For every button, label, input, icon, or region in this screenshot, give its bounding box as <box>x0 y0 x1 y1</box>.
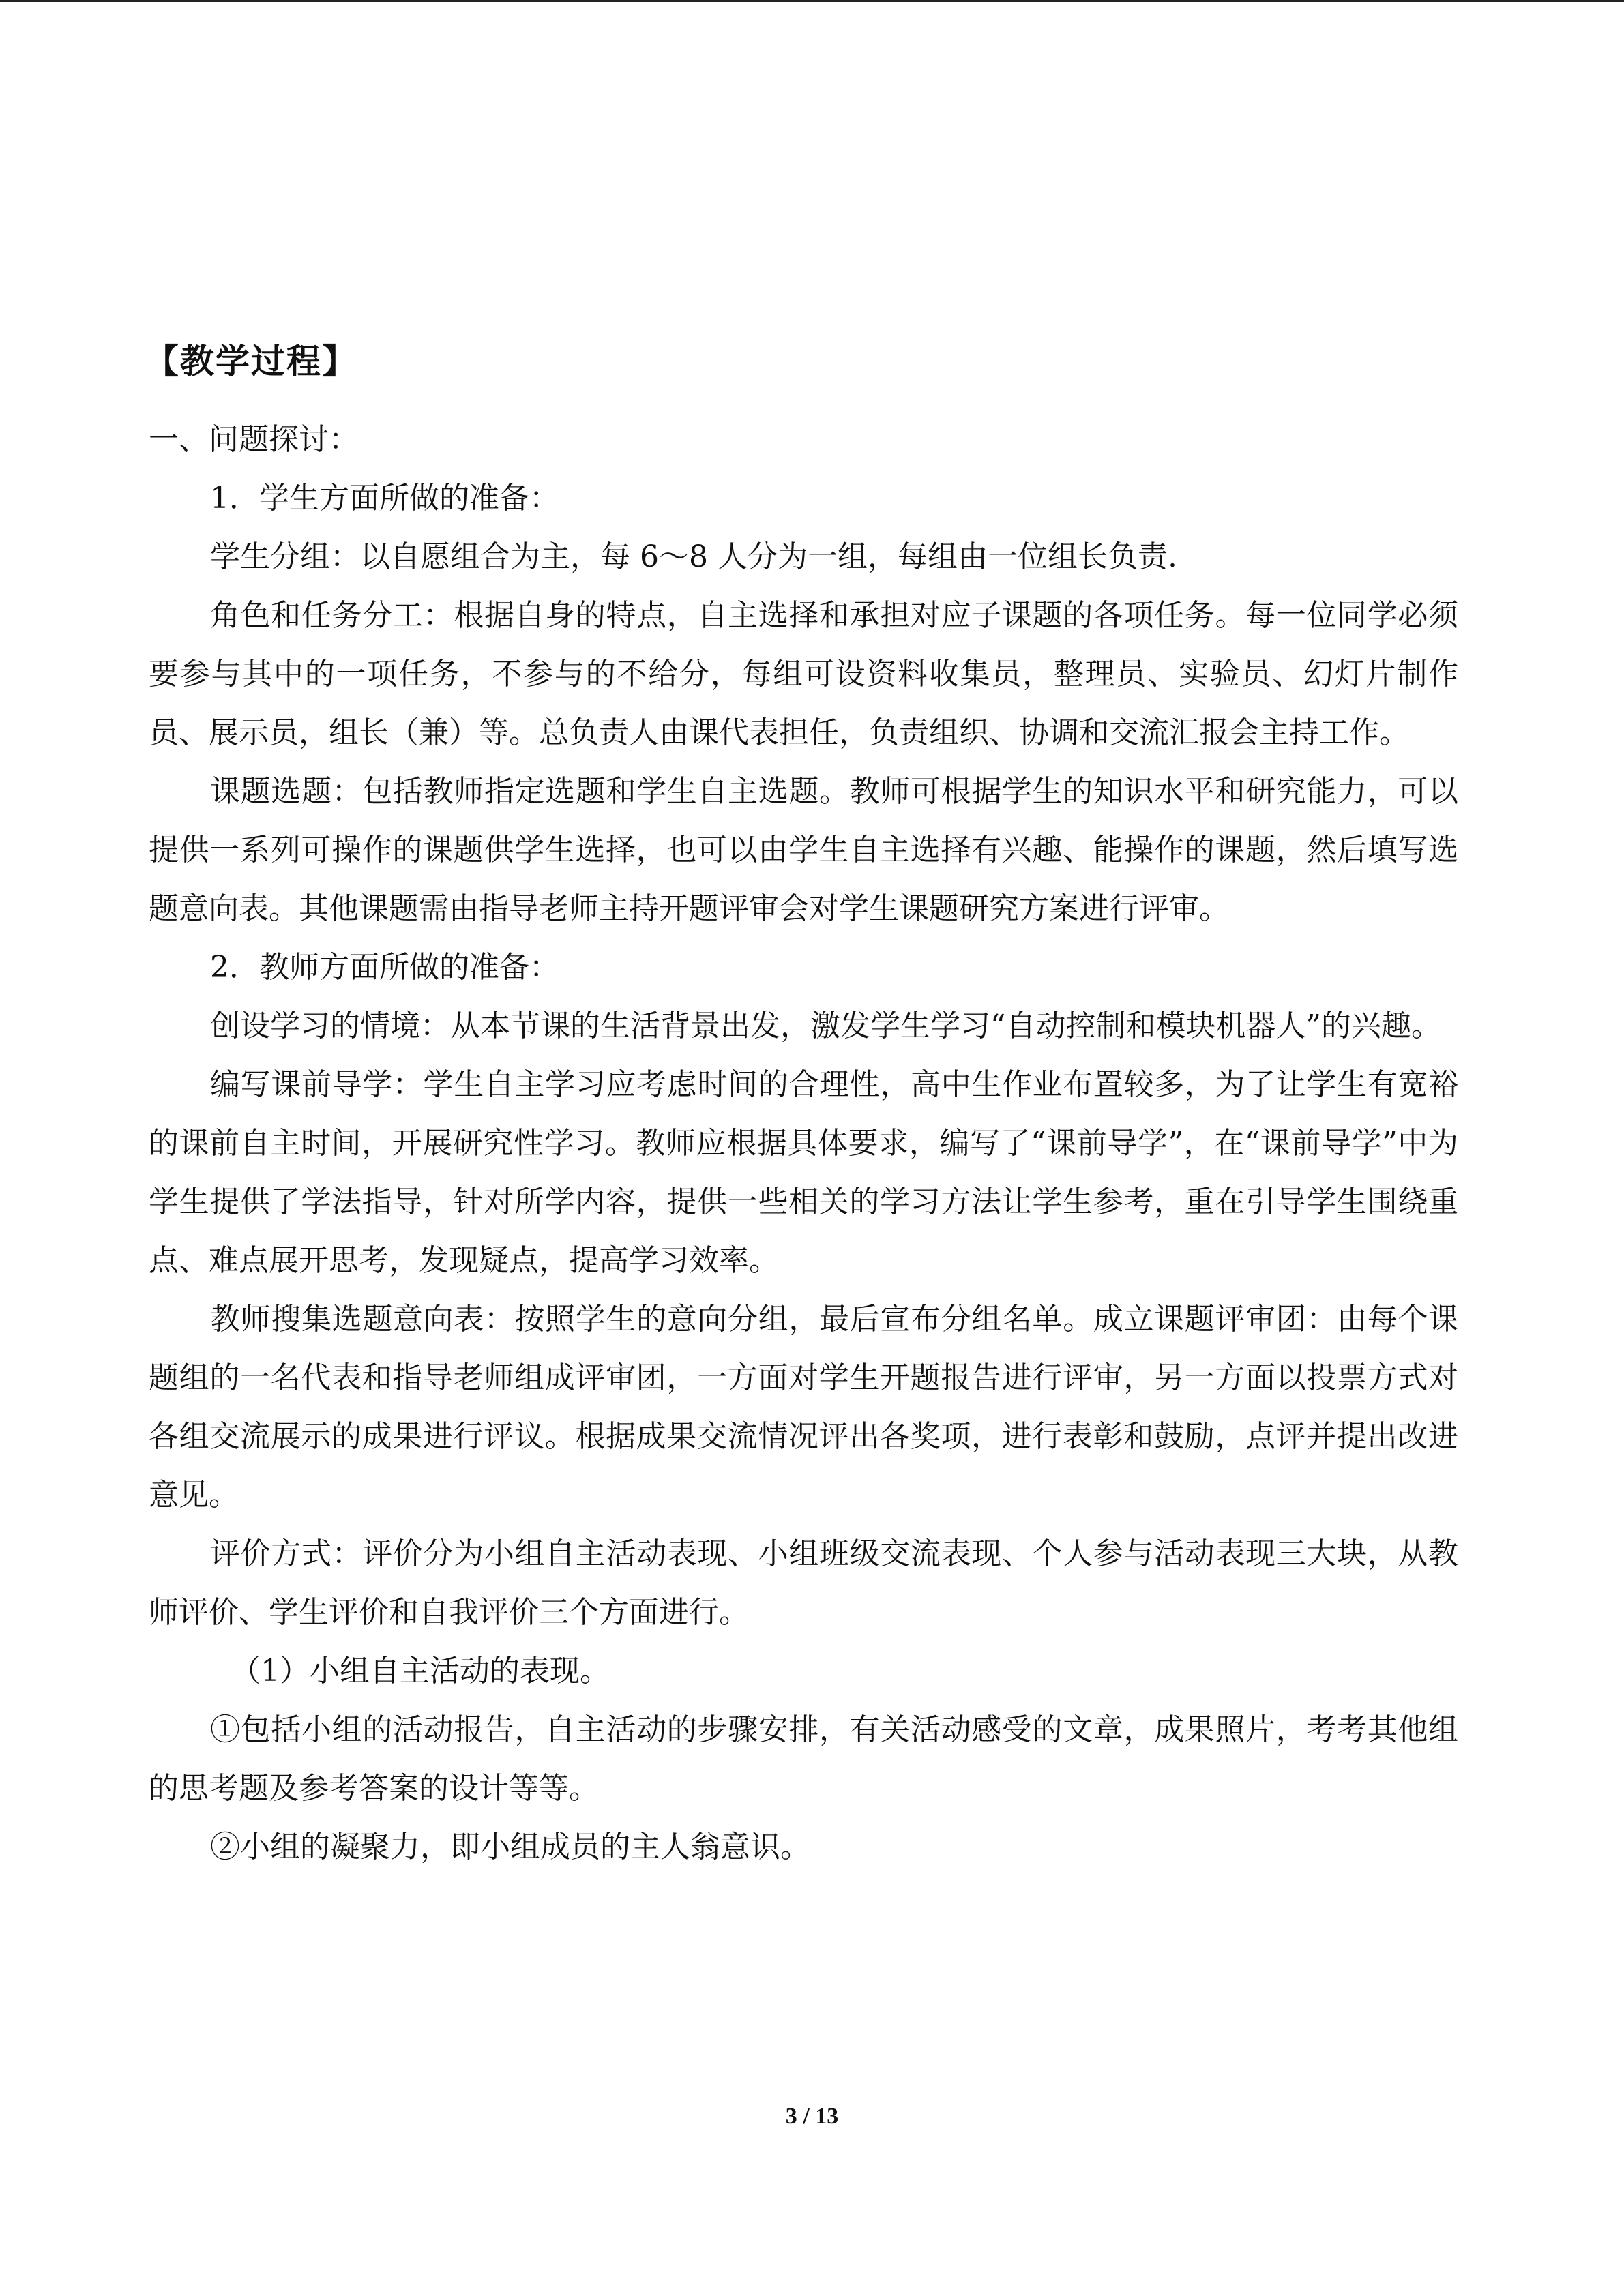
paragraph-problem-discussion: 一、问题探讨： <box>149 422 359 457</box>
paragraph-learning-context: 创设学习的情境：从本节课的生活背景出发，激发学生学习“自动控制和模块机器人”的兴趣。 <box>210 1009 1441 1043</box>
paragraph-topic-intention-form: 教师搜集选题意向表：按照学生的意向分组，最后宣布分组名单。成立课题评审团：由每个课题组的一名代表和指导老师组成评审团，一方面对学生开题报告进行评审，另一方面以投票方式对各组交流展示的成果进行评议。根据成果交流情况评出各奖项，进行表彰和鼓励，点评并提出改进意见。 <box>149 1302 1458 1512</box>
paragraph-teacher-prep-heading: 2．教师方面所做的准备： <box>210 950 559 985</box>
paragraph-topic-selection: 课题选题：包括教师指定选题和学生自主选题。教师可根据学生的知识水平和研究能力，可以提供一系列可操作的课题供学生选择，也可以由学生自主选择有兴趣、能操作的课题，然后填写选题意向表。其他课题需由指导老师主持开题评审会对学生课题研究方案进行评审。 <box>149 774 1458 926</box>
paragraph-student-grouping: 学生分组：以自愿组合为主，每 6～8 人分为一组，每组由一位组长负责. <box>210 539 1177 574</box>
paragraph-pre-class-guide: 编写课前导学：学生自主学习应考虑时间的合理性，高中生作业布置较多，为了让学生有宽裕的课前自主时间，开展研究性学习。教师应根据具体要求，编写了“课前导学”，在“课前导学”中为学生提供了学法指导，针对所学内容，提供一些相关的学习方法让学生参考，重在引导学生围绕重点、难点展开思考，发现疑点，提高学习效率。 <box>149 1067 1458 1278</box>
document-body <box>145 334 1458 1877</box>
top-border-line <box>0 0 1624 2</box>
paragraph-student-prep-heading: 1．学生方面所做的准备： <box>210 481 559 516</box>
paragraph-evaluation-method: 评价方式：评价分为小组自主活动表现、小组班级交流表现、个人参与活动表现三大块，从教师评价、学生评价和自我评价三个方面进行。 <box>149 1536 1458 1630</box>
paragraph-roles-tasks: 角色和任务分工：根据自身的特点，自主选择和承担对应子课题的各项任务。每一位同学必须要参与其中的一项任务，不参与的不给分，每组可设资料收集员，整理员、实验员、幻灯片制作员、展示员，组长（兼）等。总负责人由课代表担任，负责组织、协调和交流汇报会主持工作。 <box>149 598 1458 750</box>
paragraph-group-activity-heading: （1）小组自主活动的表现。 <box>231 1654 610 1688</box>
page-number: 3 / 13 <box>785 2104 839 2129</box>
paragraph-group-activity-item-1: ①包括小组的活动报告，自主活动的步骤安排，有关活动感受的文章，成果照片，考考其他组的思考题及参考答案的设计等等。 <box>149 1712 1458 1806</box>
paragraph-group-activity-item-2: ②小组的凝聚力，即小组成员的主人翁意识。 <box>210 1830 810 1864</box>
section-heading: 【教学过程】 <box>145 342 357 381</box>
